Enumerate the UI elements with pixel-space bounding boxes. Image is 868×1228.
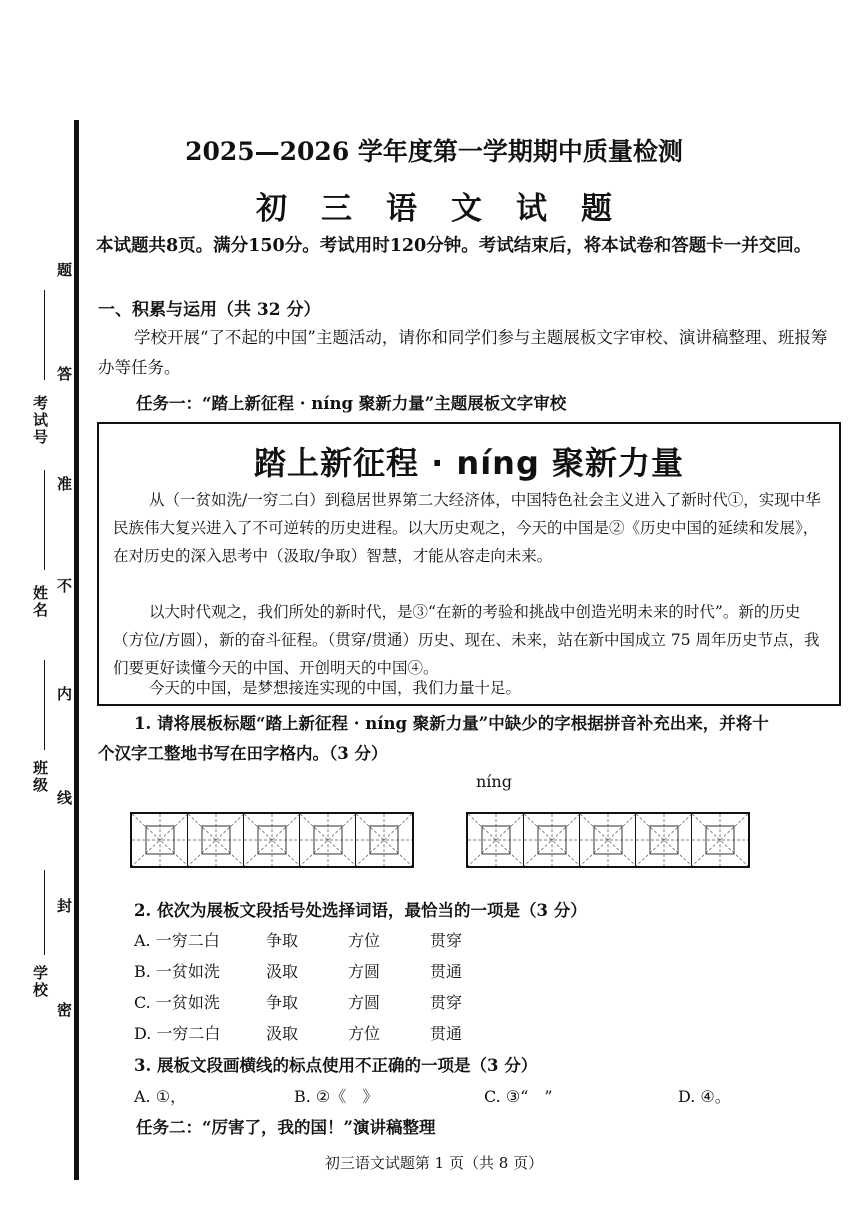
display-board	[97, 422, 841, 706]
tianzige-cell[interactable]	[636, 814, 692, 866]
exam-number-label: 考试号	[31, 395, 49, 446]
section-title: 一、积累与运用（共 32 分）	[98, 300, 321, 320]
seal-char: 封	[55, 898, 73, 915]
tianzige-cell[interactable]	[132, 814, 188, 866]
tianzige-cell[interactable]	[468, 814, 524, 866]
tianzige-cell[interactable]	[524, 814, 580, 866]
grid-guides	[244, 814, 300, 866]
task2-title: 任务二：“厉害了，我的国！”演讲稿整理	[136, 1118, 436, 1137]
question-1-stem: 1. 请将展板标题“踏上新征程 · níng 聚新力量”中缺少的字根据拼音补充出来，并将十	[134, 714, 769, 733]
tianzige-cell[interactable]	[692, 814, 748, 866]
writing-grid[interactable]	[466, 812, 750, 868]
tianzige-cell[interactable]	[580, 814, 636, 866]
seal-char: 答	[55, 366, 73, 383]
exam-number-blank	[44, 290, 45, 380]
grid-guides	[188, 814, 244, 866]
task1-title: 任务一：“踏上新征程 · níng 聚新力量”主题展板文字审校	[136, 394, 567, 413]
board-title: 踏上新征程 · níng 聚新力量	[253, 444, 685, 482]
grid-guides	[580, 814, 636, 866]
grid-guides	[300, 814, 356, 866]
grid-guides	[524, 814, 580, 866]
exam-notice: 本试题共8页。满分150分。考试用时120分钟。考试结束后，将本试卷和答题卡一并交回。	[96, 236, 812, 256]
question-1-stem-cont: 个汉字工整地书写在田字格内。（3 分）	[98, 744, 388, 763]
tianzige-cell[interactable]	[188, 814, 244, 866]
paper-title: 初三语文试题	[256, 191, 646, 227]
tianzige-cell[interactable]	[300, 814, 356, 866]
seal-char: 线	[55, 790, 73, 807]
exam-title: 2025—2026 学年度第一学期期中质量检测	[185, 137, 683, 166]
grid-guides	[132, 814, 188, 866]
question-2-stem: 2. 依次为展板文段括号处选择词语，最恰当的一项是（3 分）	[134, 901, 587, 920]
school-blank	[44, 870, 45, 955]
option-row[interactable]: D. 一穷二白 汲取 方位 贯通	[134, 1024, 463, 1043]
option-row[interactable]: B. 一贫如洗 汲取 方圆 贯通	[134, 962, 463, 981]
grid-guides	[636, 814, 692, 866]
board-paragraph: 以大时代观之，我们所处的新时代，是③“在新的考验和挑战中创造光明未来的时代”。新的历史（方位/方圆），新的奋斗征程。（贯穿/贯通）历史、现在、未来，站在新中国成立 75 周年历史节点，我们要更好读懂今天的中国、开创明天的中国④。	[113, 603, 820, 677]
class-blank	[44, 660, 45, 750]
grid-guides	[356, 814, 412, 866]
board-paragraph: 从（一贫如洗/一穷二白）到稳居世界第二大经济体，中国特色社会主义进入了新时代①，实现中华民族伟大复兴进入了不可逆转的历史进程。以大历史观之，今天的中国是②《历史中国的延续和发展》，在对历史的深入思考中（汲取/争取）智慧，才能从容走向未来。	[113, 491, 821, 565]
pinyin-hint: níng	[476, 772, 512, 791]
name-blank	[44, 470, 45, 570]
name-label: 姓名	[31, 585, 49, 619]
seal-char: 内	[55, 686, 73, 703]
tianzige-cell[interactable]	[356, 814, 412, 866]
class-label: 班级	[31, 760, 49, 794]
writing-grid[interactable]	[130, 812, 414, 868]
grid-guides	[692, 814, 748, 866]
binding-line	[74, 120, 79, 1180]
option-row[interactable]: A. ①， B. ②《 》 C. ③“ ” D. ④。	[134, 1087, 731, 1106]
school-label: 学校	[31, 965, 49, 999]
option-row[interactable]: C. 一贫如洗 争取 方圆 贯穿	[134, 993, 463, 1012]
option-row[interactable]: A. 一穷二白 争取 方位 贯穿	[134, 931, 463, 950]
question-3-stem: 3. 展板文段画横线的标点使用不正确的一项是（3 分）	[134, 1056, 538, 1075]
seal-char: 密	[55, 1002, 73, 1019]
grid-guides	[468, 814, 524, 866]
seal-char: 准	[55, 476, 73, 493]
section-intro: 学校开展“了不起的中国”主题活动，请你和同学们参与主题展板文字审校、演讲稿整理、班报筹办等任务。	[98, 328, 828, 377]
page-footer: 初三语文试题第 1 页（共 8 页）	[324, 1154, 544, 1172]
tianzige-cell[interactable]	[244, 814, 300, 866]
seal-char: 不	[55, 578, 73, 595]
board-paragraph: 今天的中国，是梦想接连实现的中国，我们力量十足。	[149, 679, 522, 697]
seal-char: 题	[55, 262, 73, 279]
